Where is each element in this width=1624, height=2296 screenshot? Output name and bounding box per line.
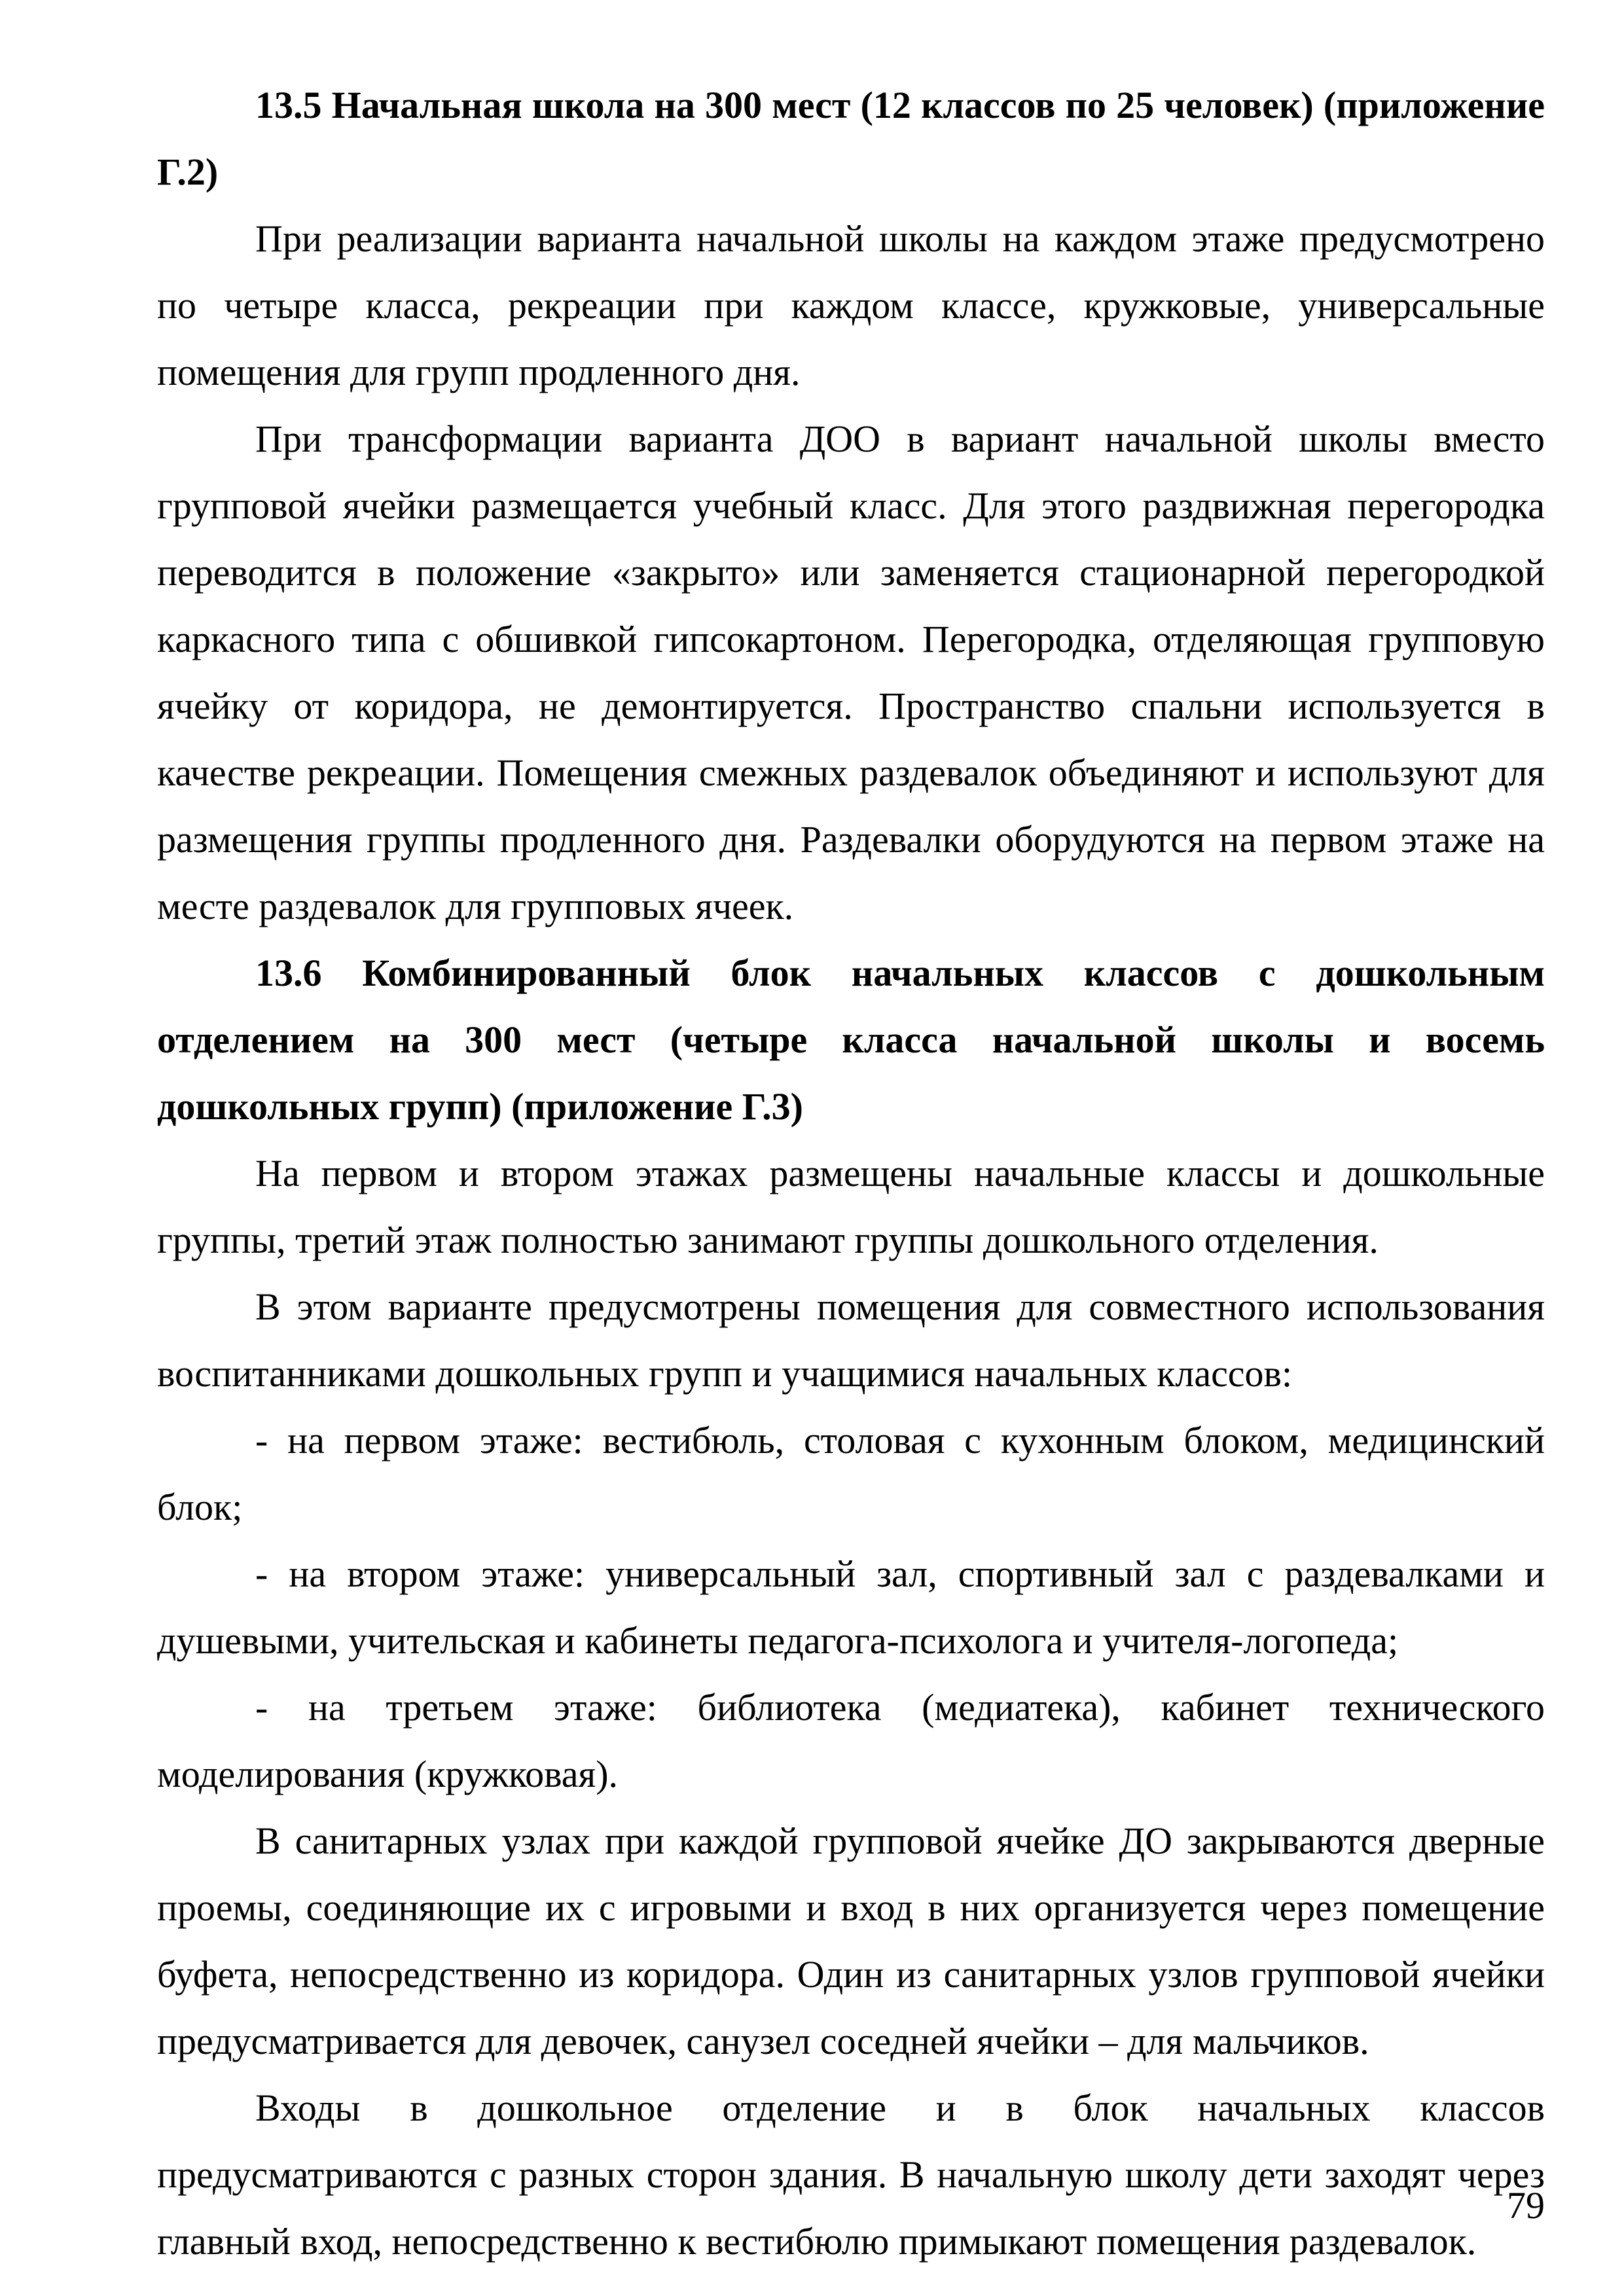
list-item-second-floor: - на втором этаже: универсальный зал, спортивный зал с раздевалками и душевыми, учительская и кабинеты педагога-психолога и учителя-логопеда;	[157, 1552, 1545, 1662]
section-13-6-paragraph-sanitary: В санитарных узлах при каждой групповой ячейке ДО закрываются дверные проемы, соединяющие их с игровыми и вход в них организуется через помещение буфета, непосредственно из коридора. Один из санитарных узлов групповой ячейки предусматривается для девочек, санузел соседней ячейки – для мальчиков.	[157, 1820, 1545, 2062]
section-13-5-paragraph-2: При трансформации варианта ДОО в вариант начальной школы вместо групповой ячейки размещается учебный класс. Для этого раздвижная перегородка переводится в положение «закрыто» или заменяется стационарной перегородкой каркасного типа с обшивкой гипсокартоном. Перегородка, отделяющая групповую ячейку от коридора, не демонтируется. Пространство спальни используется в качестве рекреации. Помещения смежных раздевалок объединяют и используют для размещения группы продленного дня. Раздевалки оборудуются на первом этаже на месте раздевалок для групповых ячеек.	[157, 418, 1545, 927]
list-item-third-floor: - на третьем этаже: библиотека (медиатека), кабинет технического моделирования (кружковая).	[157, 1686, 1545, 1795]
section-13-6-paragraph-2: В этом варианте предусмотрены помещения для совместного использования воспитанниками дошкольных групп и учащимися начальных классов:	[157, 1285, 1545, 1395]
section-13-6-heading: 13.6 Комбинированный блок начальных классов с дошкольным отделением на 300 мест (четыре класса начальной школы и восемь дошкольных групп) (приложение Г.3)	[157, 952, 1545, 1128]
page-number: 79	[1507, 2184, 1545, 2227]
section-13-6-paragraph-entrances: Входы в дошкольное отделение и в блок начальных классов предусматриваются с разных сторон здания. В начальную школу дети заходят через главный вход, непосредственно к вестибюлю примыкают помещения раздевалок.	[157, 2087, 1545, 2263]
section-13-6-paragraph-1: На первом и втором этажах размещены начальные классы и дошкольные группы, третий этаж полностью занимают группы дошкольного отделения.	[157, 1152, 1545, 1261]
list-item-first-floor: - на первом этаже: вестибюль, столовая с кухонным блоком, медицинский блок;	[157, 1419, 1545, 1528]
section-13-5-heading: 13.5 Начальная школа на 300 мест (12 классов по 25 человек) (приложение Г.2)	[157, 84, 1545, 193]
section-13-5-paragraph-1: При реализации варианта начальной школы на каждом этаже предусмотрено по четыре класса, рекреации при каждом классе, кружковые, универсальные помещения для групп продленного дня.	[157, 217, 1545, 393]
page-body	[157, 72, 1545, 2275]
